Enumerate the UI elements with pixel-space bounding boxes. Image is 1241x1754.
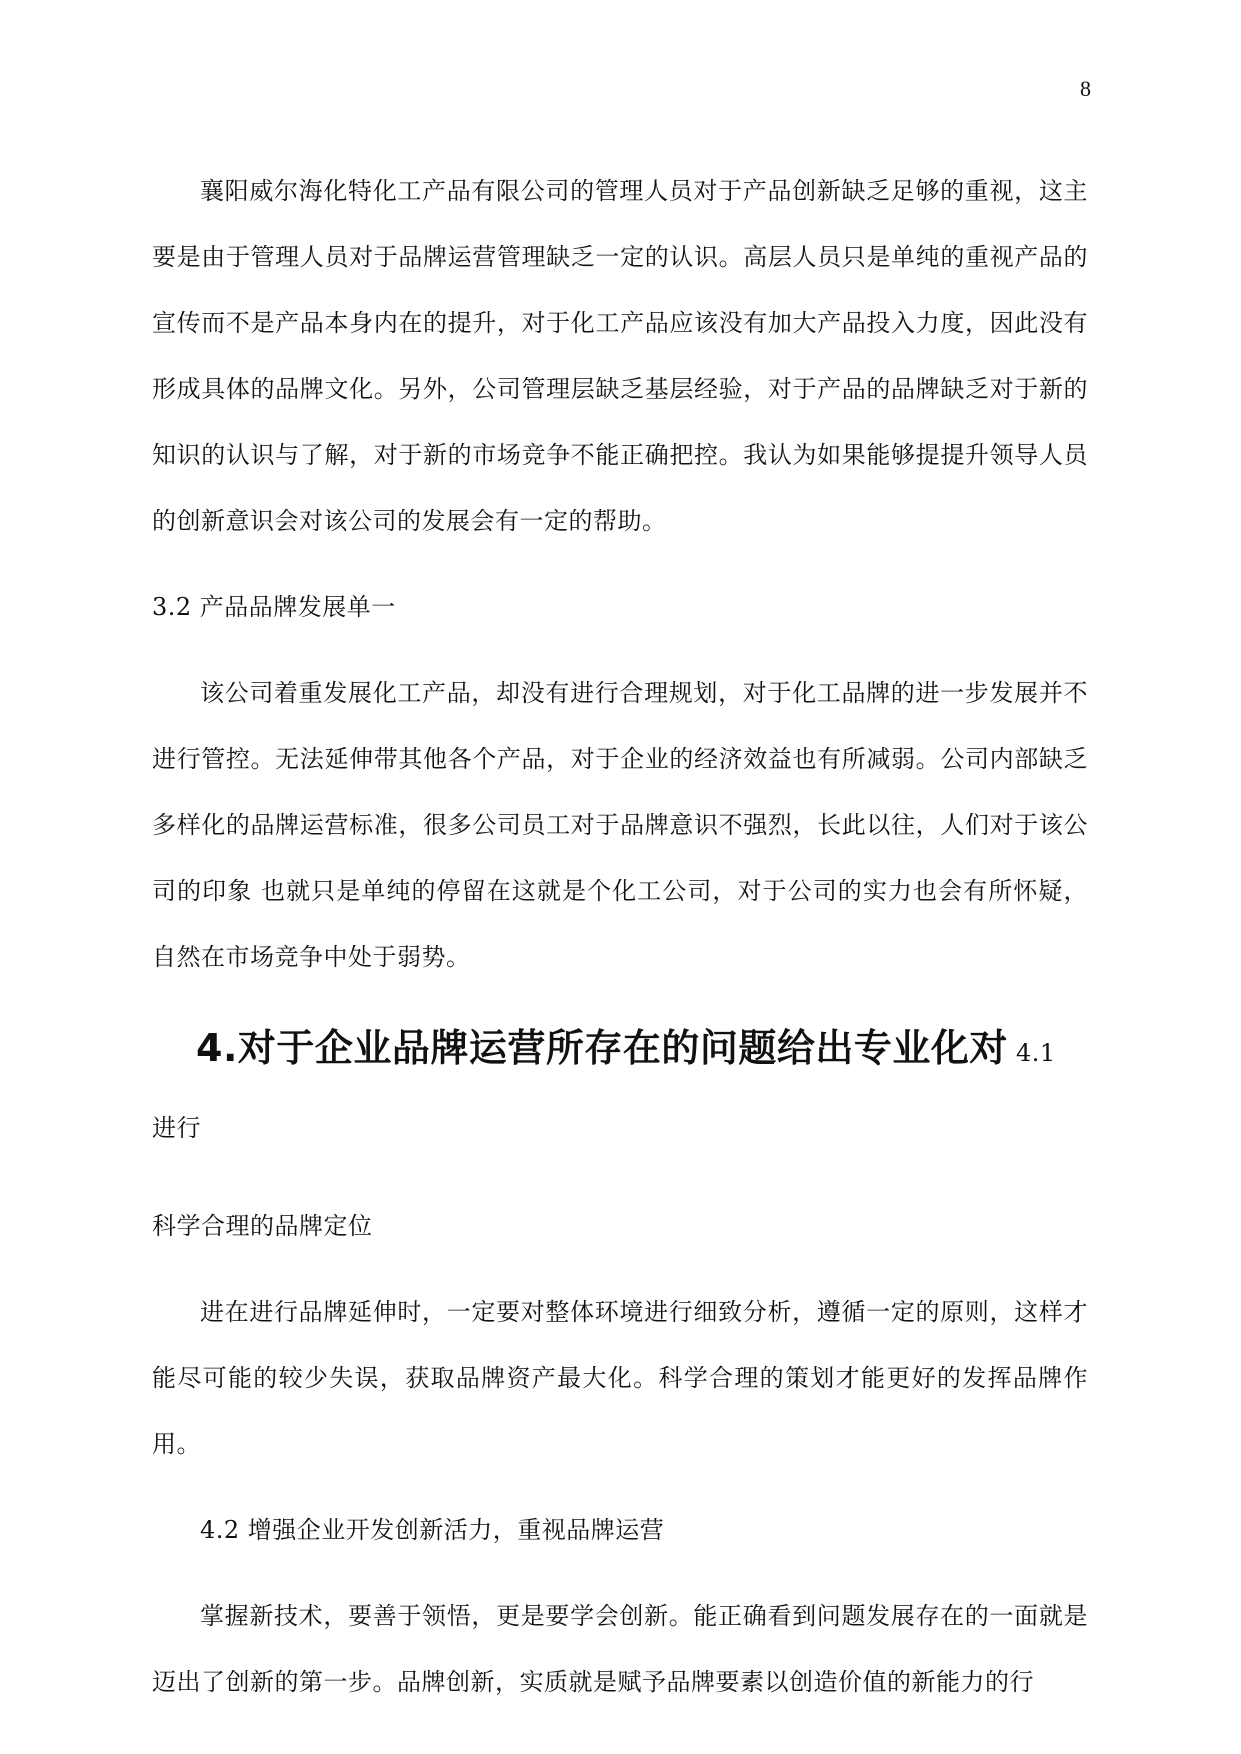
- heading-section-4: [152, 1012, 1088, 1167]
- paragraph-brand-positioning: 进在进行品牌延伸时，一定要对整体环境进行细致分析，遵循一定的原则，这样才能尽可能的较少失误，获取品牌资产最大化。科学合理的策划才能更好的发挥品牌作用。: [152, 1298, 1088, 1458]
- document-body: [152, 158, 1088, 1715]
- heading-3-2: 3.2 产品品牌发展单一: [152, 593, 396, 621]
- heading-4-2: 4.2 增强企业开发创新活力，重视品牌运营: [200, 1516, 665, 1544]
- paragraph-innovation: 掌握新技术，要善于领悟，更是要学会创新。能正确看到问题发展存在的一面就是迈出了创新的第一步。品牌创新，实质就是赋予品牌要素以创造价值的新能力的行: [152, 1602, 1088, 1696]
- page-number: 8: [1080, 76, 1091, 101]
- paragraph-management-innovation: 襄阳威尔海化特化工产品有限公司的管理人员对于产品创新缺乏足够的重视，这主要是由于管理人员对于品牌运营管理缺乏一定的认识。高层人员只是单纯的重视产品的宣传而不是产品本身内在的提升，对于化工产品应该没有加大产品投入力度，因此没有形成具体的品牌文化。另外，公司管理层缺乏基层经验，对于产品的品牌缺乏对于新的知识的认识与了解，对于新的市场竞争不能正确把控。我认为如果能够提提升领导人员的创新意识会对该公司的发展会有一定的帮助。: [152, 177, 1088, 535]
- heading-4-title: 4.对于企业品牌运营所存在的问题给出专业化对: [196, 1026, 1008, 1070]
- heading-4-1-continued: 科学合理的品牌定位: [152, 1212, 373, 1240]
- paragraph-single-brand: 该公司着重发展化工产品，却没有进行合理规划，对于化工品牌的进一步发展并不进行管控。无法延伸带其他各个产品，对于企业的经济效益也有所减弱。公司内部缺乏多样化的品牌运营标准，很多公司员工对于品牌意识不强烈，长此以往，人们对于该公司的印象 也就只是单纯的停留在这就是个化工公司，对于公司的实力也会有所怀疑，自然在市场竞争中处于弱势。: [152, 679, 1088, 971]
- heading-4-1-inline: 4.1 进行: [152, 1039, 1056, 1142]
